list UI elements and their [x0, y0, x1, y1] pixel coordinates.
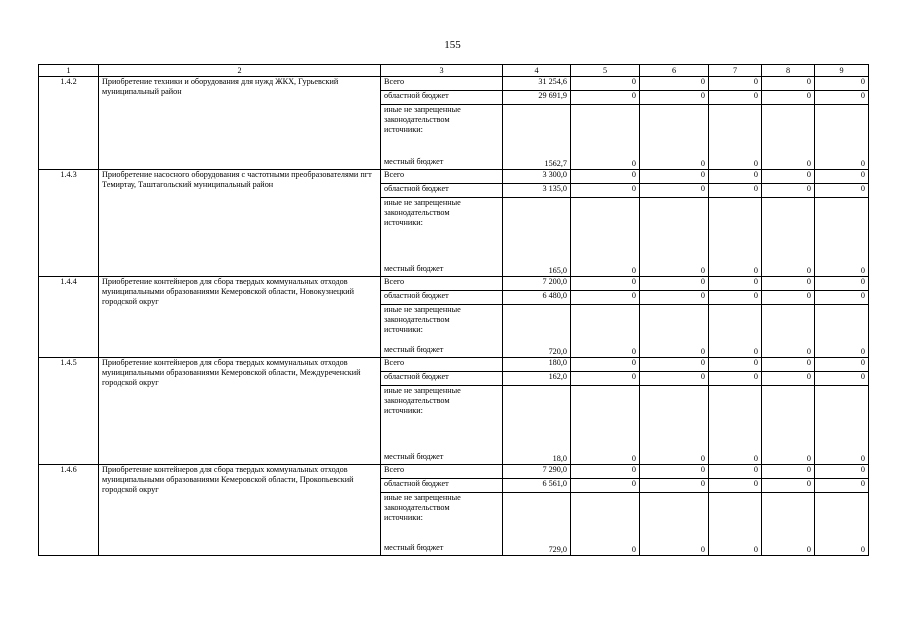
local-budget-value: 0 [762, 493, 815, 556]
regional-value: 0 [571, 91, 640, 105]
column-header: 4 [503, 65, 571, 77]
regional-value: 0 [571, 184, 640, 198]
total-value: 0 [640, 77, 709, 91]
local-budget-value: 0 [815, 305, 869, 358]
regional-value: 0 [762, 184, 815, 198]
total-value: 0 [571, 358, 640, 372]
regional-value: 0 [709, 372, 762, 386]
total-value: 0 [640, 358, 709, 372]
regional-value: 0 [709, 91, 762, 105]
other-sources-line: местный бюджет [384, 345, 444, 354]
total-value: 0 [762, 277, 815, 291]
total-value: 0 [815, 170, 869, 184]
item-code: 1.4.5 [39, 358, 99, 465]
other-sources-line: иные не запрещенные [384, 105, 461, 114]
column-header: 1 [39, 65, 99, 77]
column-header: 5 [571, 65, 640, 77]
local-budget-value: 720,0 [503, 305, 571, 358]
total-label: Всего [381, 277, 503, 291]
regional-value: 0 [640, 91, 709, 105]
total-value: 0 [709, 77, 762, 91]
regional-value: 3 135,0 [503, 184, 571, 198]
table-row [39, 277, 869, 291]
column-header: 3 [381, 65, 503, 77]
column-header: 6 [640, 65, 709, 77]
other-sources-line: законодательством [384, 315, 450, 324]
other-sources-line: законодательством [384, 396, 450, 405]
local-budget-value: 0 [640, 386, 709, 465]
total-value: 3 300,0 [503, 170, 571, 184]
table-row [39, 465, 869, 479]
local-budget-value: 0 [815, 105, 869, 170]
table-row [39, 358, 869, 372]
local-budget-value: 0 [571, 305, 640, 358]
local-budget-value: 0 [762, 198, 815, 277]
other-sources-line: источники: [384, 406, 423, 415]
local-budget-value: 0 [709, 198, 762, 277]
regional-value: 0 [571, 479, 640, 493]
regional-label: областной бюджет [381, 291, 503, 305]
item-code: 1.4.6 [39, 465, 99, 556]
total-value: 0 [571, 170, 640, 184]
local-budget-value: 729,0 [503, 493, 571, 556]
other-sources-label [381, 386, 503, 465]
local-budget-value: 0 [640, 493, 709, 556]
table-row [39, 170, 869, 184]
column-header: 2 [99, 65, 381, 77]
regional-value: 0 [709, 291, 762, 305]
total-value: 31 254,6 [503, 77, 571, 91]
local-budget-value: 0 [762, 305, 815, 358]
other-sources-line: местный бюджет [384, 264, 444, 273]
total-label: Всего [381, 77, 503, 91]
total-value: 0 [762, 465, 815, 479]
local-budget-value: 0 [571, 198, 640, 277]
regional-value: 0 [640, 479, 709, 493]
local-budget-value: 1562,7 [503, 105, 571, 170]
item-name: Приобретение контейнеров для сбора твердых коммунальных отходов муниципальными образованиями Кемеровской области, Междуреченский городской округ [99, 358, 381, 465]
regional-value: 0 [815, 372, 869, 386]
local-budget-value: 0 [571, 386, 640, 465]
regional-value: 6 480,0 [503, 291, 571, 305]
other-sources-line: местный бюджет [384, 543, 444, 552]
other-sources-line: источники: [384, 125, 423, 134]
total-value: 0 [571, 77, 640, 91]
local-budget-value: 0 [571, 493, 640, 556]
local-budget-value: 165,0 [503, 198, 571, 277]
item-name: Приобретение насосного оборудования с частотными преобразователями пгт Темиртау, Таштагольский муниципальный район [99, 170, 381, 277]
regional-label: областной бюджет [381, 184, 503, 198]
local-budget-value: 0 [815, 493, 869, 556]
item-name: Приобретение контейнеров для сбора твердых коммунальных отходов муниципальными образованиями Кемеровской области, Новокузнецкий городской округ [99, 277, 381, 358]
item-name: Приобретение техники и оборудования для нужд ЖКХ, Гурьевский муниципальный район [99, 77, 381, 170]
page-number: 155 [444, 39, 461, 51]
total-value: 7 200,0 [503, 277, 571, 291]
regional-value: 0 [815, 291, 869, 305]
other-sources-line: иные не запрещенные [384, 305, 461, 314]
regional-value: 29 691,9 [503, 91, 571, 105]
column-number-row [39, 65, 869, 77]
other-sources-label [381, 198, 503, 277]
regional-value: 0 [815, 184, 869, 198]
other-sources-line: иные не запрещенные [384, 386, 461, 395]
column-header: 8 [762, 65, 815, 77]
total-value: 0 [571, 277, 640, 291]
column-header: 9 [815, 65, 869, 77]
total-label: Всего [381, 358, 503, 372]
local-budget-value: 0 [762, 105, 815, 170]
total-value: 0 [815, 77, 869, 91]
total-label: Всего [381, 465, 503, 479]
total-value: 0 [709, 358, 762, 372]
total-value: 0 [815, 465, 869, 479]
regional-value: 0 [762, 91, 815, 105]
other-sources-line: местный бюджет [384, 157, 444, 166]
other-sources-label [381, 105, 503, 170]
local-budget-value: 0 [640, 105, 709, 170]
total-value: 7 290,0 [503, 465, 571, 479]
other-sources-line: источники: [384, 513, 423, 522]
total-value: 0 [762, 77, 815, 91]
other-sources-line: источники: [384, 325, 423, 334]
total-value: 0 [640, 465, 709, 479]
local-budget-value: 0 [571, 105, 640, 170]
other-sources-line: законодательством [384, 208, 450, 217]
other-sources-line: источники: [384, 218, 423, 227]
budget-table [38, 64, 869, 556]
local-budget-value: 0 [709, 386, 762, 465]
regional-label: областной бюджет [381, 479, 503, 493]
total-value: 0 [815, 358, 869, 372]
total-value: 0 [709, 465, 762, 479]
item-code: 1.4.4 [39, 277, 99, 358]
other-sources-line: законодательством [384, 503, 450, 512]
other-sources-label [381, 305, 503, 358]
item-code: 1.4.3 [39, 170, 99, 277]
regional-value: 0 [709, 184, 762, 198]
other-sources-line: законодательством [384, 115, 450, 124]
regional-value: 162,0 [503, 372, 571, 386]
regional-label: областной бюджет [381, 372, 503, 386]
total-value: 0 [571, 465, 640, 479]
regional-label: областной бюджет [381, 91, 503, 105]
regional-value: 0 [709, 479, 762, 493]
regional-value: 0 [640, 184, 709, 198]
regional-value: 6 561,0 [503, 479, 571, 493]
regional-value: 0 [571, 372, 640, 386]
item-code: 1.4.2 [39, 77, 99, 170]
column-header: 7 [709, 65, 762, 77]
local-budget-value: 0 [815, 386, 869, 465]
regional-value: 0 [762, 479, 815, 493]
regional-value: 0 [815, 479, 869, 493]
regional-value: 0 [571, 291, 640, 305]
local-budget-value: 0 [640, 305, 709, 358]
total-value: 180,0 [503, 358, 571, 372]
total-value: 0 [762, 358, 815, 372]
total-value: 0 [815, 277, 869, 291]
regional-value: 0 [815, 91, 869, 105]
table-row [39, 77, 869, 91]
other-sources-line: иные не запрещенные [384, 493, 461, 502]
regional-value: 0 [762, 372, 815, 386]
local-budget-value: 0 [815, 198, 869, 277]
other-sources-line: иные не запрещенные [384, 198, 461, 207]
local-budget-value: 0 [709, 105, 762, 170]
regional-value: 0 [640, 372, 709, 386]
total-value: 0 [640, 277, 709, 291]
total-value: 0 [640, 170, 709, 184]
total-value: 0 [709, 170, 762, 184]
total-value: 0 [762, 170, 815, 184]
other-sources-label [381, 493, 503, 556]
local-budget-value: 0 [762, 386, 815, 465]
item-name: Приобретение контейнеров для сбора твердых коммунальных отходов муниципальными образованиями Кемеровской области, Прокопьевский городской округ [99, 465, 381, 556]
regional-value: 0 [762, 291, 815, 305]
other-sources-line: местный бюджет [384, 452, 444, 461]
total-label: Всего [381, 170, 503, 184]
total-value: 0 [709, 277, 762, 291]
local-budget-value: 0 [709, 493, 762, 556]
local-budget-value: 0 [640, 198, 709, 277]
local-budget-value: 0 [709, 305, 762, 358]
regional-value: 0 [640, 291, 709, 305]
local-budget-value: 18,0 [503, 386, 571, 465]
